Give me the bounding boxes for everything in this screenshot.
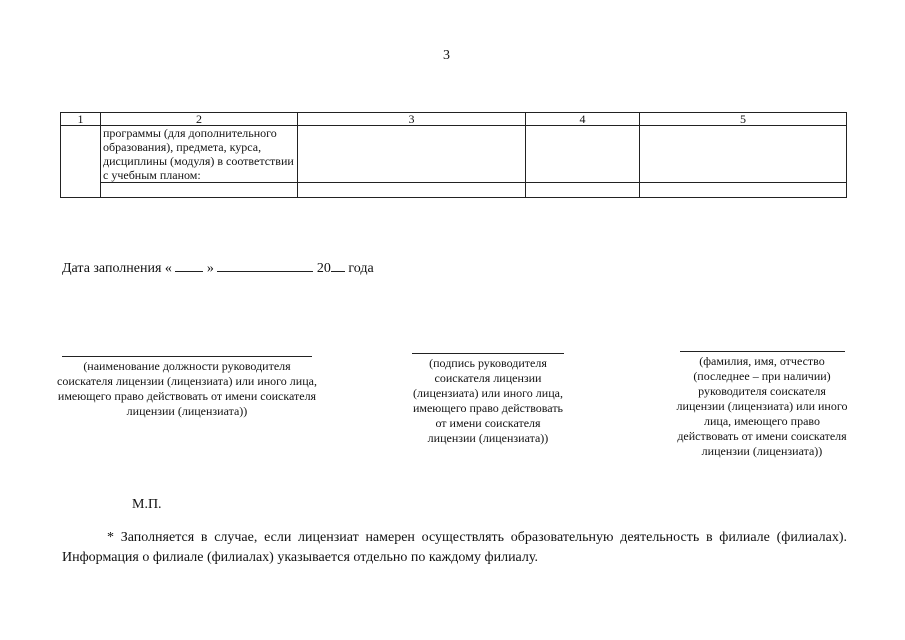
header-cell: 2 [101,113,298,126]
header-cell: 5 [640,113,847,126]
stamp-label: М.П. [132,497,162,512]
table-cell [640,126,847,183]
table-header-row [61,113,847,126]
signature-line [412,353,564,354]
fill-date-line [62,259,374,277]
table-cell [640,183,847,198]
page-number: 3 [443,48,450,63]
year-blank [331,259,345,272]
table-cell [526,126,640,183]
table-cell-program: программы (для дополнительного образования), предмета, курса, дисциплины (модуля) в соответствии с учебным планом: [101,126,298,183]
header-cell: 3 [298,113,526,126]
table-row [61,126,847,183]
table-cell [526,183,640,198]
table-cell [101,183,298,198]
date-label: Дата заполнения « [62,261,172,276]
footnote: * Заполняется в случае, если лицензиат намерен осуществлять образовательную деятельность в филиале (филиалах). Информация о филиале (филиалах) указывается отдельно по каждому филиалу. [62,530,847,565]
header-cell: 4 [526,113,640,126]
month-blank [217,259,313,272]
name-signature-line [680,351,845,352]
position-caption: (наименование должности руководителя соискателя лицензии (лицензиата) или иного лица, имеющего право действовать от имени соискателя лицензии (лицензиата)) [57,359,317,418]
data-table [60,112,847,198]
name-caption: (фамилия, имя, отчество (последнее – при наличии) руководителя соискателя лицензии (лицензиата) или иного лица, имеющего право действовать от имени соискателя лицензии (лицензиата)) [676,354,848,458]
table-cell [61,126,101,198]
table-row [61,183,847,198]
header-cell: 1 [61,113,101,126]
table-cell [298,183,526,198]
day-blank [175,259,203,272]
year-suffix: года [348,261,374,276]
date-quote-close: » [206,261,214,276]
signature-caption: (подпись руководителя соискателя лицензии (лицензиата) или иного лица, имеющего право действовать от имени соискателя лицензии (лицензиата)) [412,356,564,445]
position-signature-line [62,356,312,357]
year-prefix: 20 [316,261,331,276]
table-cell [298,126,526,183]
